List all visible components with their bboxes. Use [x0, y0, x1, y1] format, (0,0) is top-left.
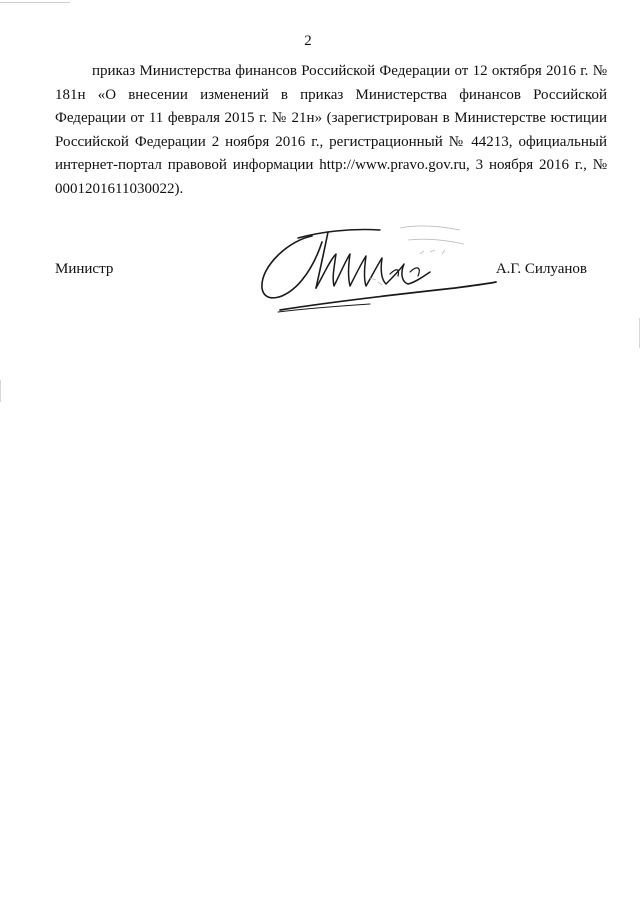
paragraph-line: № 181н «О внесении изменений в приказ Министерства финансов Российской — [55, 63, 608, 103]
signer-name: А.Г. Силуанов — [495, 261, 587, 277]
scan-edge-mark — [0, 380, 1, 402]
signature-block — [55, 258, 607, 318]
paragraph-line: приказ Министерства финансов Российской Федерации от 12 октября 2016 г. — [92, 63, 589, 79]
paragraph-line: интернет-портал правовой информации http://www.pravo.gov.ru, 3 ноября 2016 г., — [55, 157, 587, 174]
paragraph-text — [55, 60, 607, 202]
scan-edge-mark — [0, 2, 70, 3]
paragraph-line: Федерации от 11 февраля 2015 г. № 21н» (зарегистрирован в Министерстве юстиции — [55, 110, 607, 127]
paragraph-line: № 0001201611030022). — [55, 157, 607, 197]
handwritten-signature — [250, 218, 510, 318]
paragraph-line: Российской Федерации 2 ноября 2016 г., регистрационный № 44213, официальный — [55, 133, 607, 150]
page-number: 2 — [304, 33, 312, 49]
order-reference-paragraph — [55, 60, 607, 202]
signer-title: Министр — [55, 261, 114, 277]
